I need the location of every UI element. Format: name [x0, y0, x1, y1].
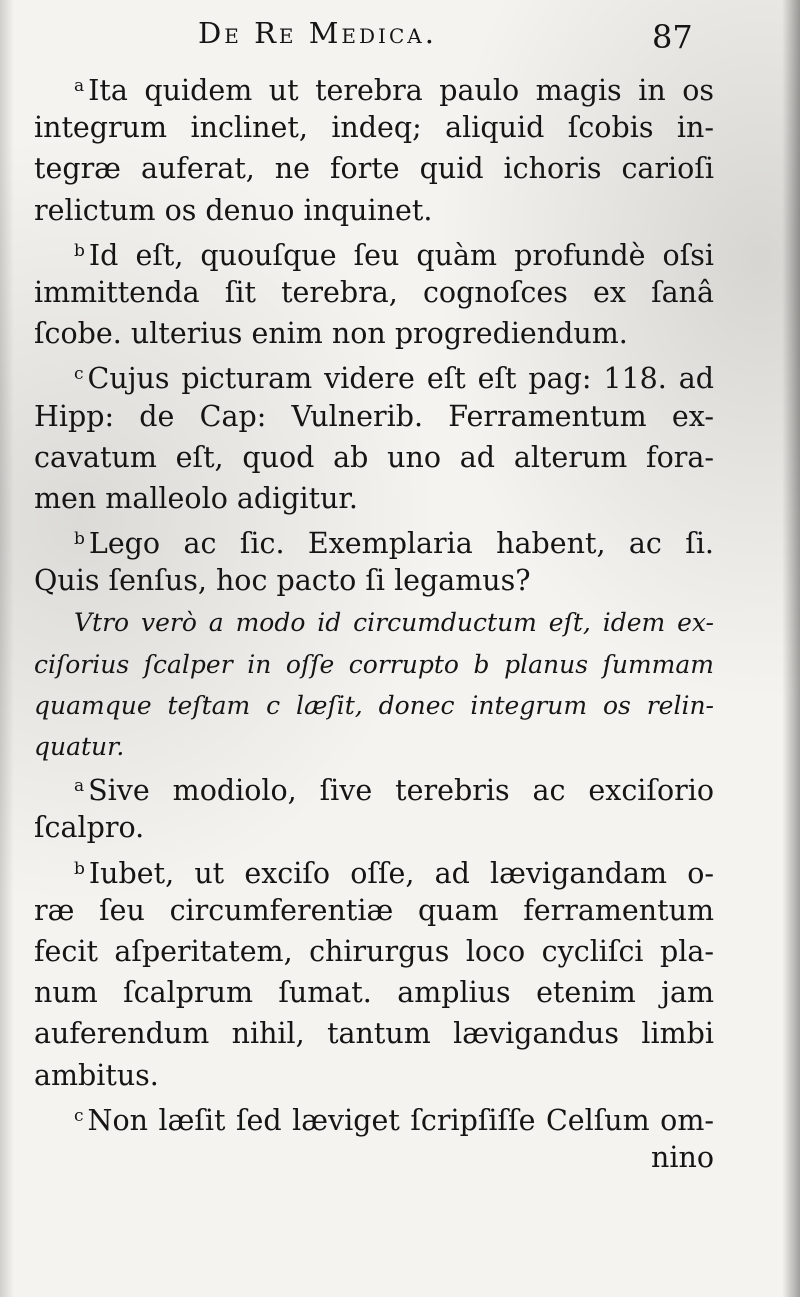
text-line	[34, 807, 714, 848]
note-marker: b	[74, 240, 85, 261]
text-line-content: ſcobe. ulterius enim non progrediendum.	[34, 317, 628, 351]
text-line-content: fecit aſperitatem, chirurgus loco cycliſci pla-	[34, 934, 714, 968]
text-line	[34, 190, 714, 231]
text-line	[34, 684, 714, 725]
text-line-content: Cujus picturam videre eſt eſt pag: 118. ad	[87, 362, 714, 396]
text-line-content: quamque teſtam c læſit, donec integrum os relin-	[34, 690, 714, 720]
note-marker: a	[74, 776, 85, 797]
text-line	[34, 1096, 714, 1137]
text-line	[34, 272, 714, 313]
text-line	[34, 1055, 714, 1096]
text-line	[34, 643, 714, 684]
note-marker: b	[74, 529, 85, 550]
text-line	[34, 478, 714, 519]
text-line-content: men malleolo adigitur.	[34, 481, 358, 515]
text-line-content: quatur.	[34, 732, 125, 761]
text-line-content: ciſorius ſcalper in oſſe corrupto b planus ſummam	[34, 649, 714, 679]
text-line-content: Vtro verò a modo id circumductum eſt, idem ex-	[74, 608, 714, 638]
text-line-content: ſcalpro.	[34, 811, 145, 845]
text-line	[34, 972, 714, 1013]
text-line	[34, 725, 714, 766]
text-line-content: num ſcalprum ſumat. amplius etenim jam	[34, 976, 714, 1010]
text-line-content: integrum inclinet, indeq; aliquid ſcobis in-	[34, 111, 714, 145]
text-line	[34, 601, 714, 642]
text-line-content: auferendum nihil, tantum lævigandus limbi	[34, 1017, 714, 1051]
running-head: De Re Medica.	[198, 16, 437, 50]
main-text	[34, 66, 714, 1178]
text-line	[34, 313, 714, 354]
note-marker: b	[74, 858, 85, 879]
note-marker: a	[74, 76, 85, 96]
page-edge-shadow-left	[0, 0, 14, 1297]
text-line	[34, 1013, 714, 1054]
text-line-content: ræ ſeu circumferentiæ quam ferramentum	[34, 893, 714, 927]
note-marker: c	[74, 1105, 84, 1126]
text-line-content: Non læſit ſed læviget ſcripſiſſe Celſum om-	[87, 1103, 714, 1137]
text-line-content: relictum os denuo inquinet.	[34, 193, 433, 227]
text-line-content: cavatum eſt, quod ab uno ad alterum fora-	[34, 440, 714, 474]
text-line	[34, 1137, 714, 1178]
text-line	[34, 107, 714, 148]
text-line	[34, 354, 714, 395]
text-line-content: Quis ſenſus, hoc pacto ſi legamus?	[34, 564, 531, 598]
text-line	[34, 66, 714, 107]
note-marker: c	[74, 364, 84, 385]
text-line	[34, 560, 714, 601]
text-line	[34, 148, 714, 189]
text-line-content: immittenda ſit terebra, cognoſces ex ſanâ	[34, 275, 714, 309]
text-line	[34, 766, 714, 807]
text-line-content: Iubet, ut exciſo oſſe, ad lævigandam o-	[88, 856, 714, 890]
text-line-content: Sive modiolo, ſive terebris ac exciſorio	[88, 774, 714, 808]
text-line	[34, 231, 714, 272]
text-line	[34, 931, 714, 972]
text-line-content: Lego ac ſic. Exemplaria habent, ac ſi.	[88, 527, 714, 561]
text-line-content: Id eſt, quouſque ſeu quàm profundè oſsi	[88, 238, 714, 272]
text-line-content: ambitus.	[34, 1058, 159, 1092]
text-line	[34, 396, 714, 437]
page-number: 87	[652, 18, 693, 56]
text-line	[34, 519, 714, 560]
text-line-content: Ita quidem ut terebra paulo magis in os	[88, 74, 714, 107]
page-edge-shadow-right	[782, 0, 800, 1297]
text-line	[34, 437, 714, 478]
page-header	[0, 14, 800, 64]
text-line-content: tegræ auferat, ne forte quid ichoris carioſi	[34, 152, 714, 186]
text-line-content: Hipp: de Cap: Vulnerib. Ferramentum ex-	[34, 399, 714, 433]
text-line-content: nino	[651, 1140, 714, 1174]
text-line	[34, 849, 714, 890]
text-line	[34, 890, 714, 931]
